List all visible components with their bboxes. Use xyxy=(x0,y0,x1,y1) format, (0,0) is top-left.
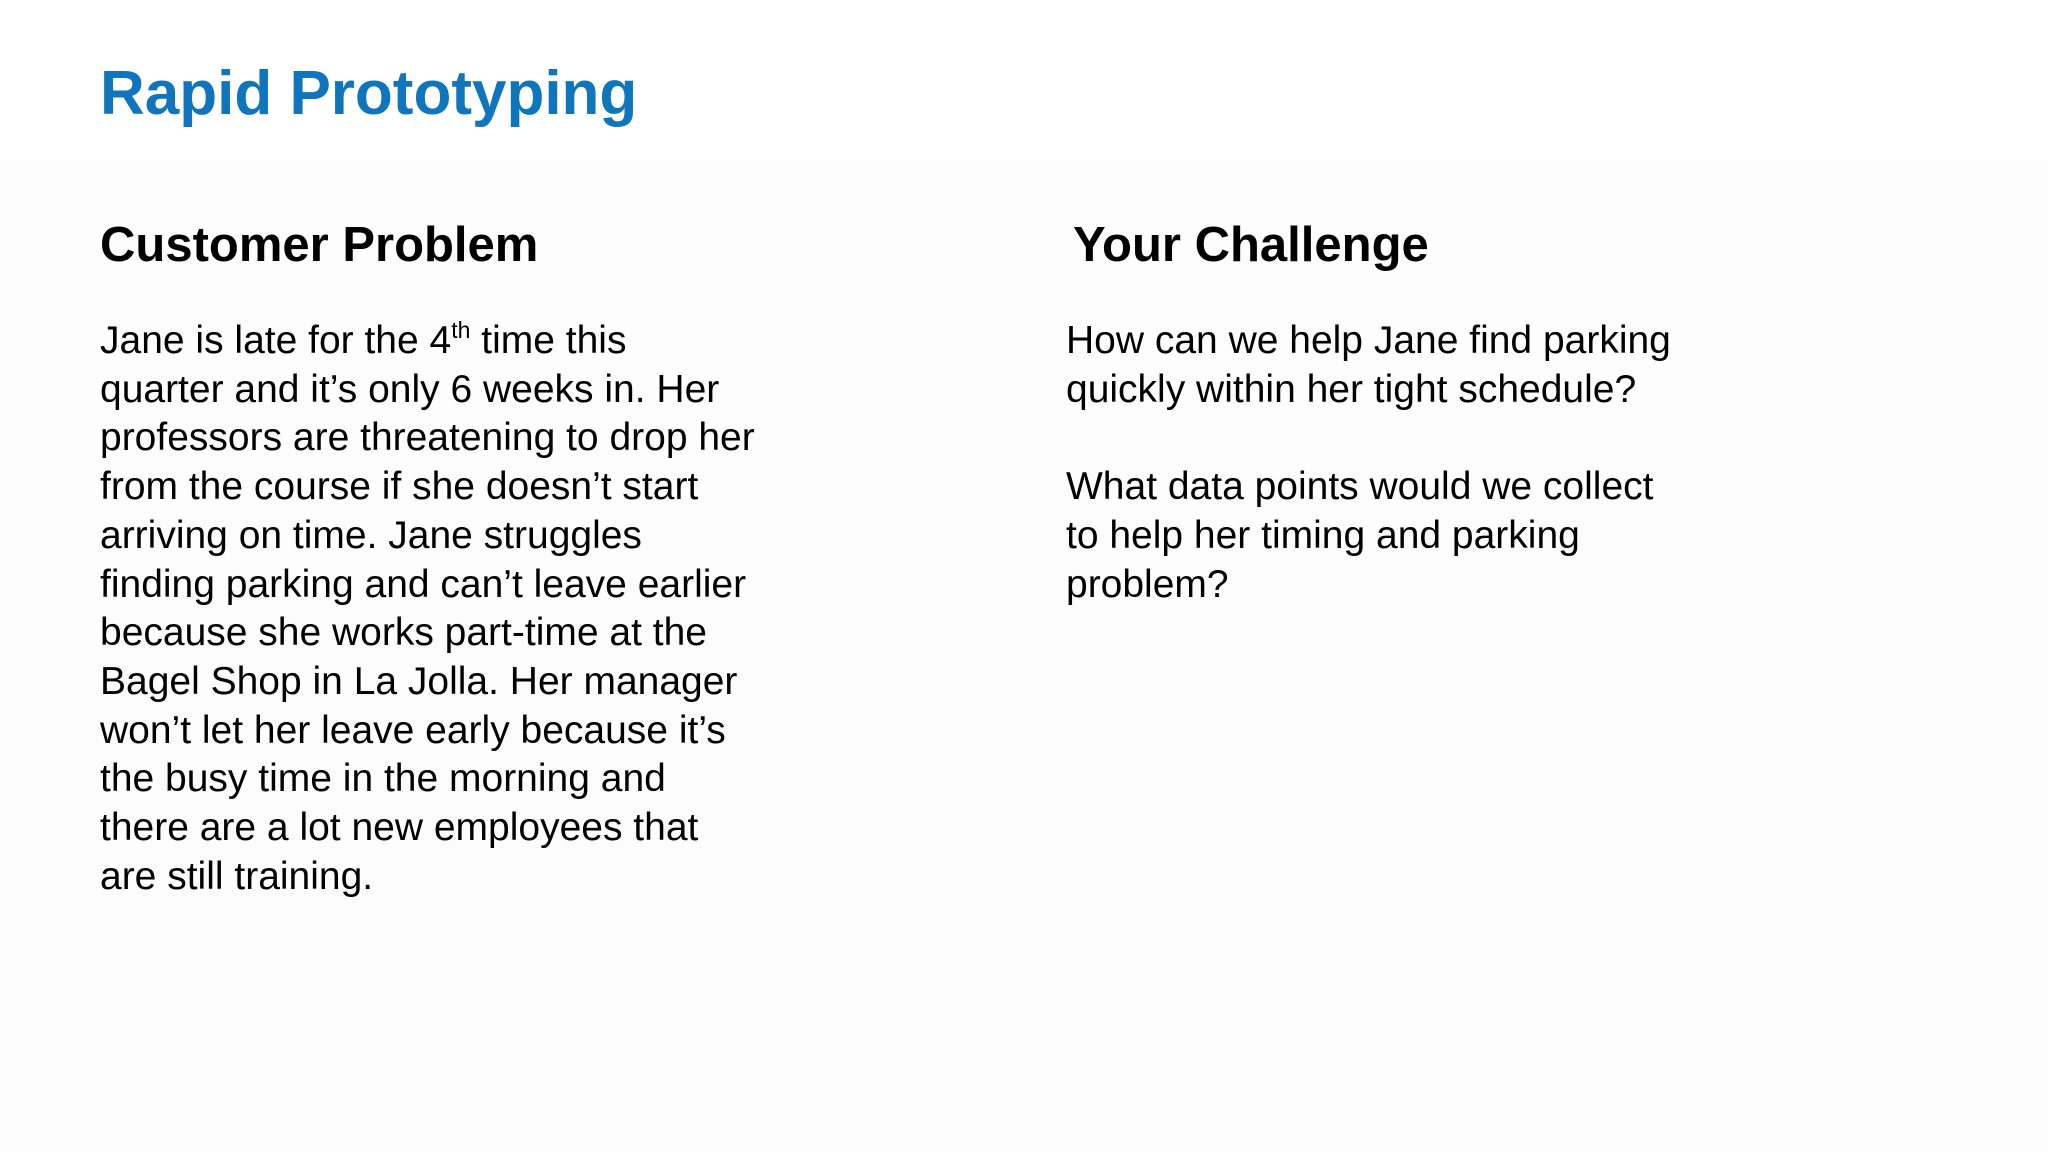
paragraph-gap xyxy=(1066,414,1766,463)
your-challenge-heading: Your Challenge xyxy=(1073,218,1429,272)
problem-line: from the course if she doesn’t start xyxy=(100,465,699,509)
customer-problem-heading: Customer Problem xyxy=(100,218,539,272)
ordinal-superscript: th xyxy=(451,317,471,343)
problem-line: professors are threatening to drop her xyxy=(100,416,755,460)
problem-line: finding parking and can’t leave earlier xyxy=(100,562,747,606)
challenge-line: problem? xyxy=(1066,562,1229,606)
problem-line: Bagel Shop in La Jolla. Her manager xyxy=(100,659,738,703)
problem-line: Jane is late for the 4th time this xyxy=(100,317,627,362)
problem-line: there are a lot new employees that xyxy=(100,806,699,850)
problem-line: are still training. xyxy=(100,854,374,898)
problem-line: won’t let her leave early because it’s xyxy=(100,708,726,752)
problem-line: quarter and it’s only 6 weeks in. Her xyxy=(100,367,720,411)
problem-line: because she works part-time at the xyxy=(100,611,707,655)
customer-problem-text xyxy=(100,317,800,901)
challenge-line: What data points would we collect xyxy=(1066,465,1654,509)
problem-line: arriving on time. Jane struggles xyxy=(100,513,642,557)
slide-title: Rapid Prototyping xyxy=(100,59,638,128)
challenge-line: quickly within her tight schedule? xyxy=(1066,367,1637,411)
your-challenge-text xyxy=(1066,317,1766,609)
problem-line: the busy time in the morning and xyxy=(100,757,666,801)
challenge-line: to help her timing and parking xyxy=(1066,513,1580,557)
challenge-line: How can we help Jane find parking xyxy=(1066,319,1671,362)
